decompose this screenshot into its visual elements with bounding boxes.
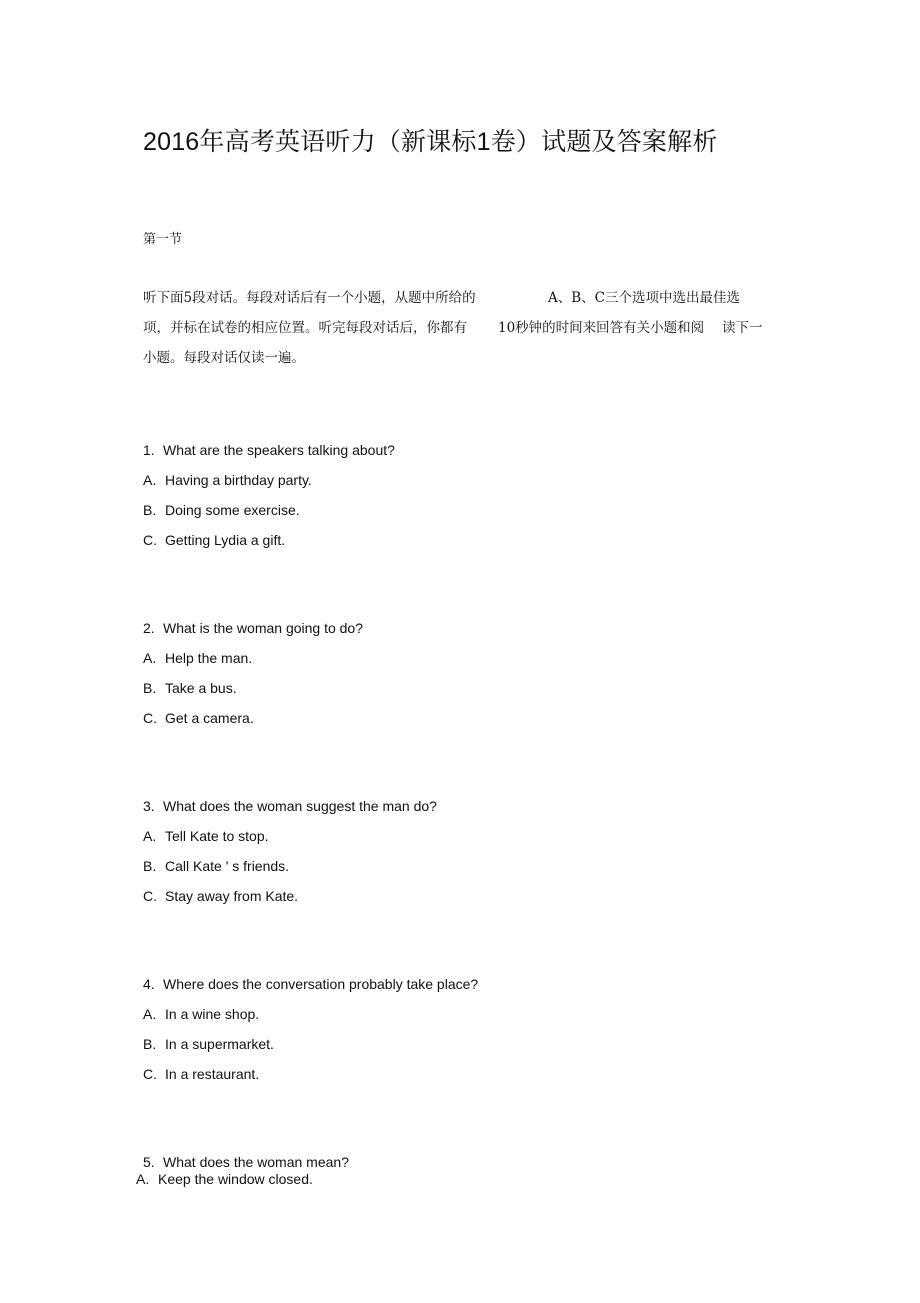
- option-text: Help the man.: [165, 650, 253, 666]
- question-number: 5.: [143, 1154, 155, 1170]
- question-number: 1.: [143, 442, 155, 458]
- question-text: [143, 974, 478, 994]
- page-title: 2016年高考英语听力（新课标1卷）试题及答案解析: [143, 128, 718, 156]
- option-letter: C.: [143, 888, 157, 904]
- question-text: [143, 440, 395, 460]
- instruction-line-1: [143, 288, 740, 308]
- instruction-line-2-end: 10秒钟的时间来回答有关小题和阅: [498, 320, 705, 336]
- option-text: Stay away from Kate.: [165, 888, 299, 904]
- option-text: In a wine shop.: [165, 1006, 260, 1022]
- option-b: [143, 1034, 274, 1054]
- question-prompt: What are the speakers talking about?: [163, 442, 395, 458]
- question-prompt: Where does the conversation probably take place?: [163, 976, 479, 992]
- question-number: 2.: [143, 620, 155, 636]
- option-c: [143, 1064, 259, 1084]
- option-text: Keep the window closed.: [158, 1171, 313, 1187]
- option-text: Take a bus.: [165, 680, 237, 696]
- option-text: Get a camera.: [165, 710, 254, 726]
- question-number: 4.: [143, 976, 155, 992]
- option-letter: A.: [143, 1006, 157, 1022]
- option-text: Call Kate ' s friends.: [165, 858, 290, 874]
- question-number: 3.: [143, 798, 155, 814]
- option-b: [143, 856, 289, 876]
- option-b: [143, 500, 300, 520]
- section-label: 第一节: [143, 232, 183, 247]
- option-text: In a restaurant.: [165, 1066, 260, 1082]
- question-text: [143, 618, 363, 638]
- option-letter: A.: [143, 472, 157, 488]
- option-a: [143, 826, 269, 846]
- option-text: Getting Lydia a gift.: [165, 532, 286, 548]
- option-c: [143, 708, 254, 728]
- instruction-line-2-start: 项，并标在试卷的相应位置。听完每段对话后，你都有: [143, 320, 467, 336]
- option-text: Having a birthday party.: [165, 472, 312, 488]
- option-c: [143, 886, 298, 906]
- question-prompt: What does the woman suggest the man do?: [163, 798, 437, 814]
- option-letter: B.: [143, 680, 157, 696]
- option-text: Tell Kate to stop.: [165, 828, 269, 844]
- instruction-line-3: 小题。每段对话仅读一遍。: [143, 350, 305, 366]
- option-letter: C.: [143, 532, 157, 548]
- option-letter: A.: [143, 828, 157, 844]
- option-text: Doing some exercise.: [165, 502, 300, 518]
- option-text: In a supermarket.: [165, 1036, 274, 1052]
- option-b: [143, 678, 237, 698]
- question-text: [143, 796, 437, 816]
- option-letter: A.: [136, 1171, 150, 1187]
- instruction-line-2-tail: 读下一: [722, 320, 763, 336]
- instruction-line-2: [143, 318, 763, 338]
- question-prompt: What is the woman going to do?: [163, 620, 364, 636]
- option-letter: C.: [143, 1066, 157, 1082]
- option-a: [136, 1169, 313, 1189]
- instruction-line-1-end: A、B、C三个选项中选出最佳选: [548, 290, 740, 306]
- option-a: [143, 470, 312, 490]
- option-letter: B.: [143, 502, 157, 518]
- option-letter: B.: [143, 1036, 157, 1052]
- option-a: [143, 648, 252, 668]
- option-letter: B.: [143, 858, 157, 874]
- option-letter: A.: [143, 650, 157, 666]
- option-letter: C.: [143, 710, 157, 726]
- option-a: [143, 1004, 259, 1024]
- option-c: [143, 530, 285, 550]
- instruction-line-1-start: 听下面5段对话。每段对话后有一个小题，从题中所给的: [143, 290, 476, 306]
- question-prompt: What does the woman mean?: [163, 1154, 349, 1170]
